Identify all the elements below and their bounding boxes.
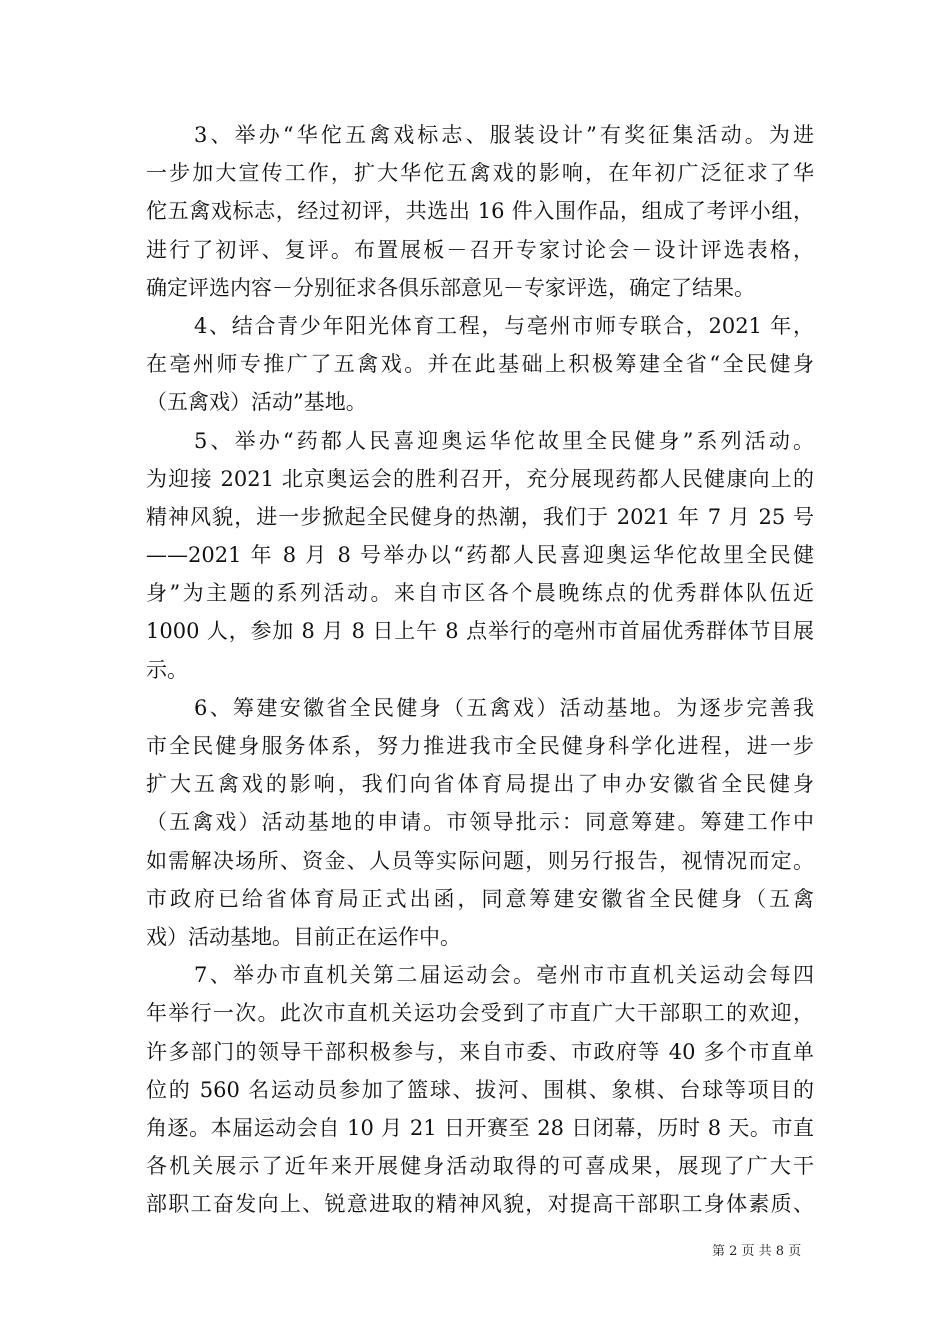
paragraph-5-line-1: 5、举办“药都人民喜迎奥运华佗故里全民健身”系列活动。 (194, 428, 814, 453)
paragraph-6-line-2: 市全民健身服务体系，努力推进我市全民健身科学化进程，进一步 (146, 734, 814, 758)
paragraph-3-line-3: 佗五禽戏标志，经过初评，共选出 16 件入围作品，组成了考评小组， (146, 199, 814, 224)
paragraph-6-line-4: （五禽戏）活动基地的申请。市领导批示：同意筹建。筹建工作中 (146, 810, 814, 835)
paragraph-6-line-7: 戏）活动基地。目前正在运作中。 (146, 924, 461, 949)
page-number-footer: 第 2 页 共 8 页 (712, 1244, 802, 1259)
paragraph-4-line-3: （五禽戏）活动”基地。 (146, 390, 367, 415)
paragraph-3-line-5: 确定评选内容－分别征求各俱乐部意见－专家评选，确定了结果。 (146, 275, 755, 300)
paragraph-7-line-7: 部职工奋发向上、锐意进取的精神风貌，对提高干部职工身体素质、 (146, 1192, 814, 1217)
paragraph-7-line-6: 各机关展示了近年来开展健身活动取得的可喜成果，展现了广大干 (146, 1154, 814, 1179)
paragraph-6-line-3: 扩大五禽戏的影响，我们向省体育局提出了申办安徽省全民健身 (146, 772, 814, 797)
paragraph-6-line-5: 如需解决场所、资金、人员等实际问题，则另行报告，视情况而定。 (146, 848, 814, 873)
paragraph-4-line-1: 4、结合青少年阳光体育工程，与亳州市师专联合，2021 年， (194, 313, 814, 338)
paragraph-5-line-7: 示。 (146, 657, 188, 682)
paragraph-6-line-1: 6、筹建安徽省全民健身（五禽戏）活动基地。为逐步完善我 (194, 695, 814, 720)
paragraph-7-line-3: 许多部门的领导干部积极参与，来自市委、市政府等 40 多个市直单 (146, 1039, 814, 1064)
document-body (146, 116, 814, 1223)
paragraph-5-line-4: ——2021 年 8 月 8 号举办以“药都人民喜迎奥运华佗故里全民健 (146, 543, 814, 568)
paragraph-5-line-3: 精神风貌，进一步掀起全民健身的热潮，我们于 2021 年 7 月 25 号 (146, 504, 814, 529)
paragraph-7-line-4: 位的 560 名运动员参加了篮球、拔河、围棋、象棋、台球等项目的 (146, 1077, 814, 1102)
paragraph-4-line-2: 在亳州师专推广了五禽戏。并在此基础上积极筹建全省“全民健身 (146, 352, 814, 377)
paragraph-5-line-2: 为迎接 2021 北京奥运会的胜利召开，充分展现药都人民健康向上的 (146, 466, 814, 491)
paragraph-6-line-6: 市政府已给省体育局正式出函，同意筹建安徽省全民健身（五禽 (146, 886, 814, 911)
paragraph-5-line-6: 1000 人，参加 8 月 8 日上午 8 点举行的亳州市首届优秀群体节目展 (146, 619, 814, 644)
paragraph-7-line-5: 角逐。本届运动会自 10 月 21 日开赛至 28 日闭幕，历时 8 天。市直 (146, 1115, 814, 1140)
paragraph-3-line-4: 进行了初评、复评。布置展板－召开专家讨论会－设计评选表格， (146, 237, 814, 262)
paragraph-3-line-1: 3、举办“华佗五禽戏标志、服装设计”有奖征集活动。为进 (194, 123, 814, 147)
paragraph-5-line-5: 身”为主题的系列活动。来自市区各个晨晚练点的优秀群体队伍近 (146, 581, 814, 606)
paragraph-3-line-2: 一步加大宣传工作，扩大华佗五禽戏的影响，在年初广泛征求了华 (146, 161, 814, 186)
paragraph-7-line-1: 7、举办市直机关第二届运动会。亳州市市直机关运动会每四 (194, 963, 814, 988)
paragraph-7-line-2: 年举行一次。此次市直机关运功会受到了市直广大干部职工的欢迎， (146, 1001, 814, 1026)
